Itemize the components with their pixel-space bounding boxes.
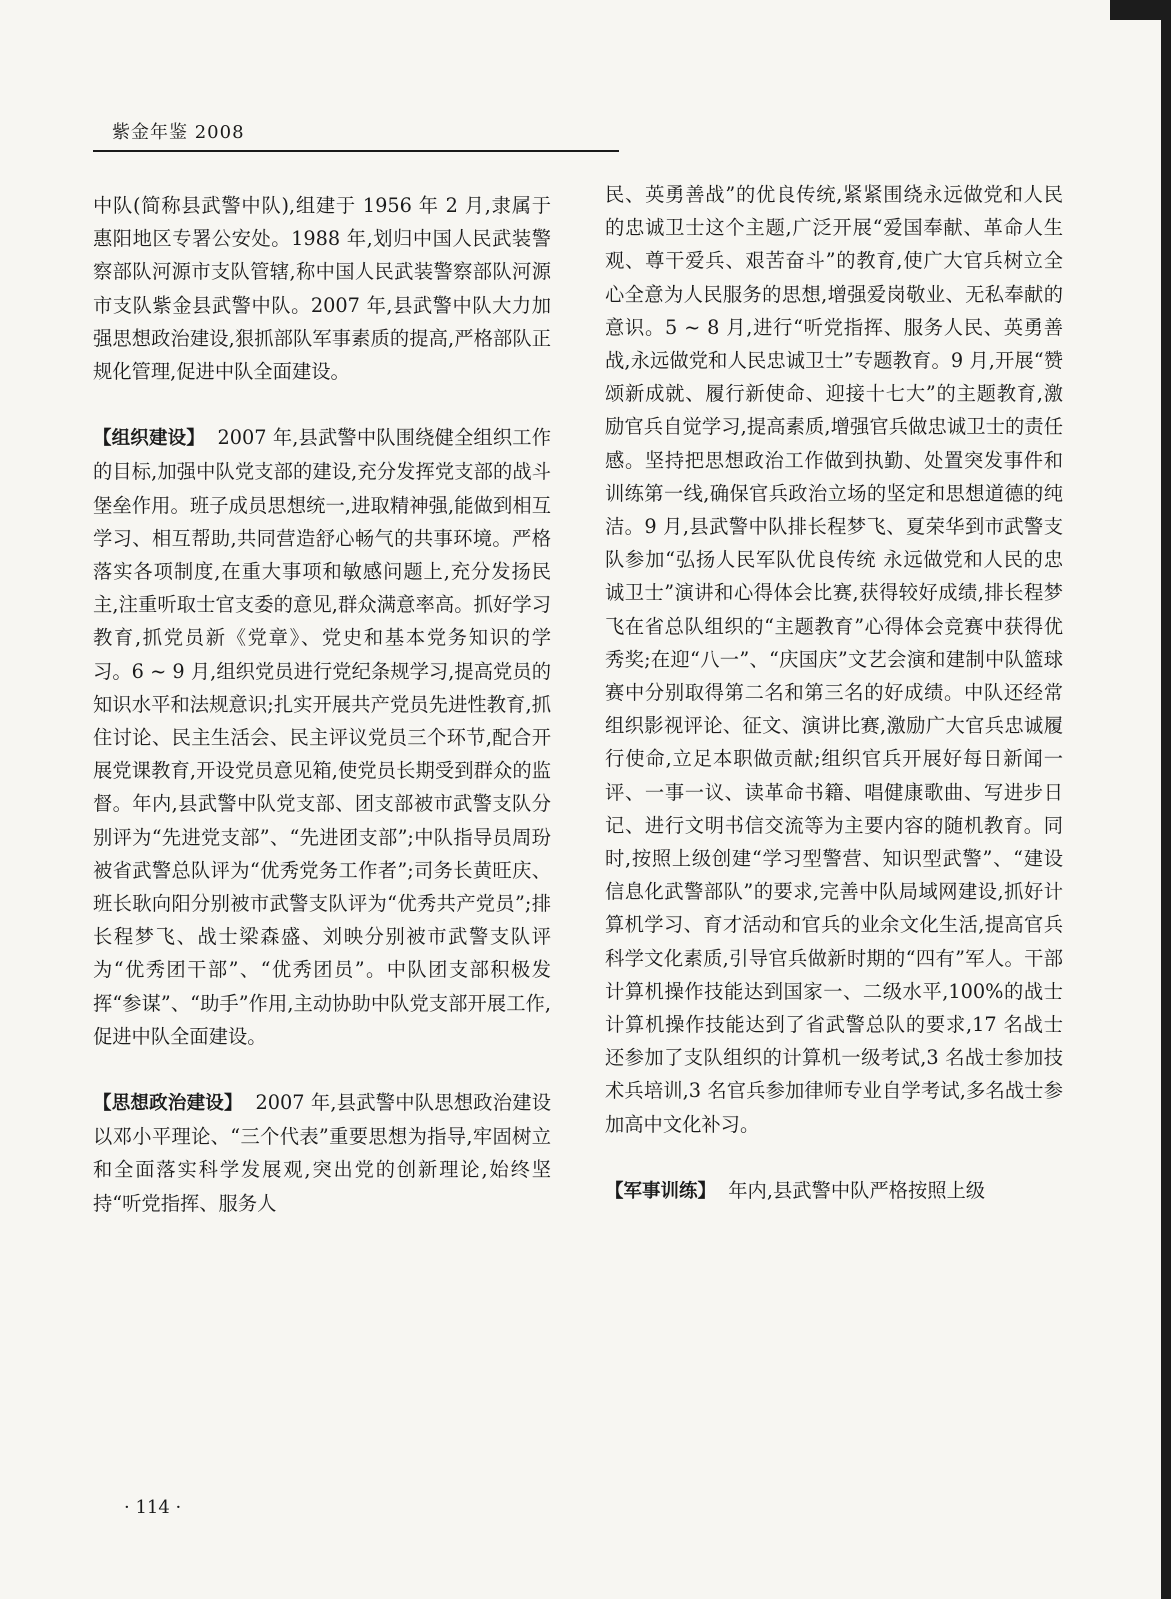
scan-edge-right: [1161, 0, 1171, 1599]
page-number: · 114 ·: [124, 1497, 182, 1518]
header-rule: [93, 150, 619, 152]
running-header: 紫金年鉴 2008: [112, 122, 245, 143]
section-title-mil: 【军事训练】: [605, 1180, 717, 1202]
pol-continued-paragraph: 民、英勇善战”的优良传统,紧紧围绕永远做党和人民的忠诚卫士这个主题,广泛开展“爱国奉献、革命人生观、尊干爱兵、艰苦奋斗”的教育,使广大官兵树立全心全意为人民服务的思想,增强爱岗敬业、无私奉献的意识。5 ~ 8 月,进行“听党指挥、服务人民、英勇善战,永远做党和人民忠诚卫士”专题教育。9 月,开展“赞颂新成就、履行新使命、迎接十七大”的主题教育,激励官兵自觉学习,提高素质,增强官兵做忠诚卫士的责任感。坚持把思想政治工作做到执勤、处置突发事件和训练第一线,确保官兵政治立场的坚定和思想道德的纯洁。9 月,县武警中队排长程梦飞、夏荣华到市武警支队参加“弘扬人民军队优良传统 永远做党和人民的忠诚卫士”演讲和心得体会比赛,获得较好成绩,排长程梦飞在省总队组织的“主题教育”心得体会竞赛中获得优秀奖;在迎“八一”、“庆国庆”文艺会演和建制中队篮球赛中分别取得第二名和第三名的好成绩。中队还经常组织影视评论、征文、演讲比赛,激励广大官兵忠诚履行使命,立足本职做贡献;组织官兵开展好每日新闻一评、一事一议、读革命书籍、唱健康歌曲、写进步日记、进行文明书信交流等为主要内容的随机教育。同时,按照上级创建“学习型警营、知识型武警”、“建设信息化武警部队”的要求,完善中队局域网建设,抓好计算机学习、育才活动和官兵的业余文化生活,提高官兵科学文化素质,引导官兵做新时期的“四有”军人。干部计算机操作技能达到国家一、二级水平,100%的战士计算机操作技能达到了省武警总队的要求,17 名战士还参加了支队组织的计算机一级考试,3 名战士参加技术兵培训,3 名官兵参加律师专业自学考试,多名战士参加高中文化补习。: [605, 183, 1063, 1136]
pol-section: [93, 1086, 551, 1220]
section-body-mil: 年内,县武警中队严格按照上级: [728, 1178, 986, 1202]
section-body-org: 2007 年,县武警中队围绕健全组织工作的目标,加强中队党支部的建设,充分发挥党支部的战斗堡垒作用。班子成员思想统一,进取精神强,能做到相互学习、相互帮助,共同营造舒心畅气的共事环境。严格落实各项制度,在重大事项和敏感问题上,充分发扬民主,注重听取士官支委的意见,群众满意率高。抓好学习教育,抓党员新《党章》、党史和基本党务知识的学习。6 ~ 9 月,组织党员进行党纪条规学习,提高党员的知识水平和法规意识;扎实开展共产党员先进性教育,抓住讨论、民主生活会、民主评议党员三个环节,配合开展党课教育,开设党员意见箱,使党员长期受到群众的监督。年内,县武警中队党支部、团支部被市武警支队分别评为“先进党支部”、“先进团支部”;中队指导员周玢被省武警总队评为“优秀党务工作者”;司务长黄旺庆、班长耿向阳分别被市武警支队评为“优秀共产党员”;排长程梦飞、战士梁森盛、刘映分别被市武警支队评为“优秀团干部”、“优秀团员”。中队团支部积极发挥“参谋”、“助手”作用,主动协助中队党支部开展工作,促进中队全面建设。: [93, 426, 551, 1048]
org-section: [93, 421, 551, 1053]
intro-paragraph: 中队(简称县武警中队),组建于 1956 年 2 月,隶属于惠阳地区专署公安处。1988 年,划归中国人民武装警察部队河源市支队管辖,称中国人民武装警察部队河源市支队紫金县武警中队。2007 年,县武警中队大力加强思想政治建设,狠抓部队军事素质的提高,严格部队正规化管理,促进中队全面建设。: [93, 194, 551, 384]
section-title-org: 【组织建设】: [93, 428, 205, 450]
right-column: [605, 178, 1063, 1208]
section-body-pol: 2007 年,县武警中队思想政治建设以邓小平理论、“三个代表”重要思想为指导,牢固树立和全面落实科学发展观,突出党的创新理论,始终坚持“听党指挥、服务人: [93, 1091, 551, 1215]
mil-section: [605, 1174, 1063, 1208]
section-title-pol: 【思想政治建设】: [93, 1093, 243, 1115]
left-column: [93, 189, 551, 1220]
